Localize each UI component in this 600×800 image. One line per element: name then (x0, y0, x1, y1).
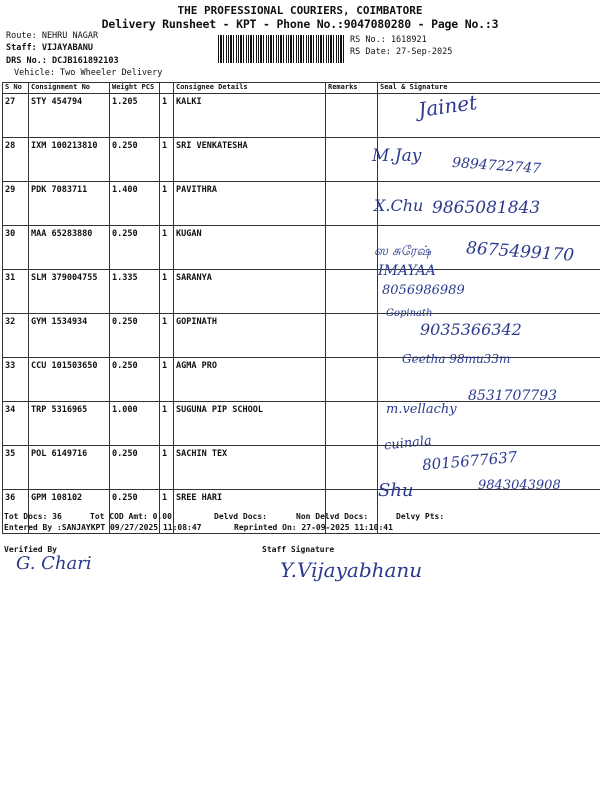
table-row: 33 CCU 101503650 0.250 1 AGMA PRO (3, 358, 600, 402)
drs-number: DRS No.: DCJB161892103 (6, 56, 119, 66)
col-weight: Weight PCS (110, 83, 160, 94)
table-row: 35 POL 6149716 0.250 1 SACHIN TEX (3, 446, 600, 490)
signature-row-31-name: ஸ சுரேஷ் (374, 244, 432, 259)
table-row: 30 MAA 65283880 0.250 1 KUGAN (3, 226, 600, 270)
reprinted-on: Reprinted On: 27-09-2025 11:10:41 (234, 523, 393, 532)
verified-by-signature: G. Chari (16, 553, 92, 574)
signature-row-36-phone: 9843043908 (478, 478, 561, 493)
signature-row-32-phone: 9035366342 (420, 320, 522, 339)
signature-row-33: Geetha 98mu33m (402, 352, 511, 366)
col-remarks: Remarks (326, 83, 378, 94)
entered-by: Entered By :SANJAYKPT 09/27/2025 11:08:47 (4, 523, 202, 532)
col-signature: Seal & Signature (378, 83, 600, 94)
table-row: 31 SLM 379004755 1.335 1 SARANYA (3, 270, 600, 314)
signature-row-31-phone2: 8056986989 (382, 283, 465, 298)
signature-row-31-phone: 8675499170 (465, 238, 575, 266)
signature-row-36-name: Shu (378, 480, 414, 501)
non-delivered-docs: Non Delvd Docs: (296, 512, 369, 521)
staff-signature: Y.Vijayabhanu (280, 558, 423, 582)
staff: Staff: VIJAYABANU (6, 43, 93, 53)
vehicle: Vehicle: Two Wheeler Delivery (14, 68, 163, 78)
signature-row-34-phone: 8531707793 (468, 388, 558, 404)
col-consignment: Consignment No (29, 83, 110, 94)
barcode (218, 35, 346, 63)
col-sno: S No (3, 83, 29, 94)
signature-row-34-name: m.vellachy (386, 402, 457, 417)
signature-row-28-name: M.Jay (372, 146, 422, 166)
table-row: 29 PDK 7083711 1.400 1 PAVITHRA (3, 182, 600, 226)
signature-row-32-name: Gopinath (386, 308, 433, 319)
table-row: 32 GYM 1534934 0.250 1 GOPINATH (3, 314, 600, 358)
route: Route: NEHRU NAGAR (6, 31, 99, 41)
staff-signature-label: Staff Signature (262, 545, 335, 554)
total-cod: Tot COD Amt: 0.00 (90, 512, 172, 521)
verified-by-label: Verified By (4, 545, 57, 554)
delivery-points: Delvy Pts: (396, 512, 445, 521)
col-pcs (160, 83, 174, 94)
table-header (3, 83, 600, 94)
rs-date: RS Date: 27-Sep-2025 (350, 47, 453, 57)
sheet-title: Delivery Runsheet - KPT - Phone No.:9047080280 - Page No.:3 (101, 17, 499, 31)
signature-row-27: Jainet (416, 90, 479, 122)
delivered-docs: Delvd Docs: (214, 512, 267, 521)
signature-row-35-phone: 8015677637 (421, 447, 519, 475)
table-row: 28 IXM 100213810 0.250 1 SRI VENKATESHA (3, 138, 600, 182)
col-consignee: Consignee Details (174, 83, 326, 94)
table-row: 27 STY 454794 1.205 1 KALKI (3, 94, 600, 138)
signature-row-31-imayaa: IMAYAA (378, 263, 436, 279)
company-name: THE PROFESSIONAL COURIERS, COIMBATORE (177, 4, 423, 17)
total-docs: Tot Docs: 36 (4, 512, 62, 521)
signature-row-28-phone: 9894722747 (451, 154, 542, 178)
rs-number: RS No.: 1618921 (350, 35, 427, 45)
table-row: 36 GPM 108102 0.250 1 SREE HARI (3, 490, 600, 534)
table-row: 34 TRP 5316965 1.000 1 SUGUNA PIP SCHOOL (3, 402, 600, 446)
signature-row-35-name: cuinala (383, 433, 433, 454)
signature-row-29-name: X.Chu (374, 196, 424, 215)
signature-row-29-phone: 9865081843 (432, 198, 541, 218)
